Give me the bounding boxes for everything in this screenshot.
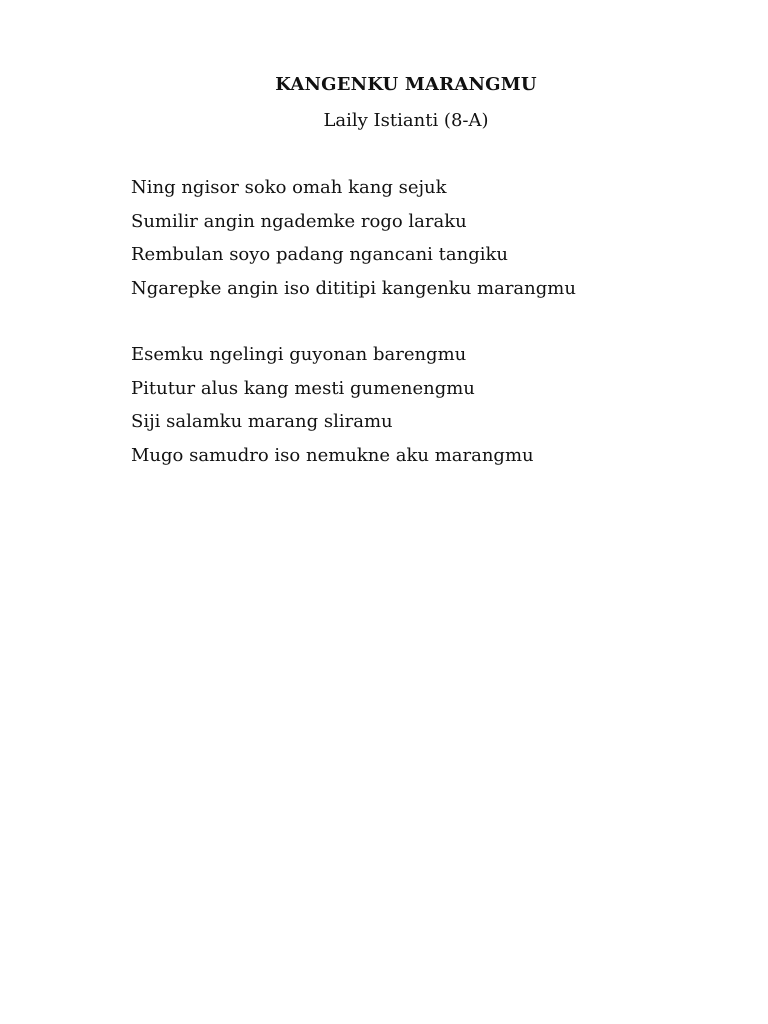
stanza-1 <box>131 176 576 310</box>
poem-line: Pitutur alus kang mesti gumenengmu <box>131 377 475 399</box>
poem-line: Mugo samudro iso nemukne aku marangmu <box>131 444 534 466</box>
poem-title: KANGENKU MARANGMU <box>275 74 537 95</box>
poem-line: Siji salamku marang sliramu <box>131 411 393 432</box>
poem-line: Sumilir angin ngademke rogo laraku <box>131 210 467 232</box>
poem-line: Ning ngisor soko omah kang sejuk <box>131 177 447 198</box>
poem-line: Ngarepke angin iso dititipi kangenku marangmu <box>131 277 576 299</box>
stanza-2 <box>131 343 534 477</box>
poem-line: Rembulan soyo padang ngancani tangiku <box>131 244 508 265</box>
poem-author: Laily Istianti (8-A) <box>323 110 489 131</box>
poem-line: Esemku ngelingi guyonan barengmu <box>131 344 467 365</box>
